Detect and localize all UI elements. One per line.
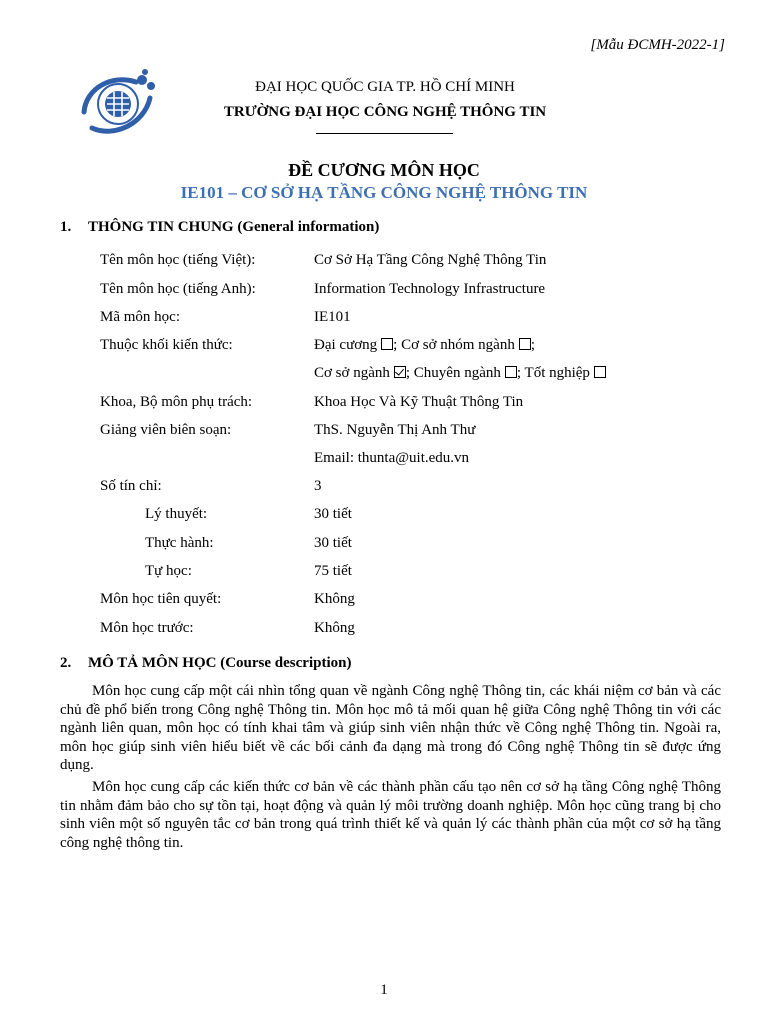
name-vi-value: Cơ Sở Hạ Tầng Công Nghệ Thông Tin [314, 252, 547, 268]
checkbox-general[interactable] [381, 338, 393, 350]
section-title: THÔNG TIN CHUNG (General information) [88, 219, 380, 235]
description-paragraph-2: Môn học cung cấp các kiến thức cơ bản về các thành phần cấu tạo nên cơ sở hạ tầng Công nghệ Thông tin nhằm đảm bảo cho sự tồn tại, hoạt động và quản lý môi trường doanh nghiệp. Môn học cũng trang bị cho sinh viên một số nguyên tắc cơ bản trong quá trình thiết kế và quản lý các thành phần của một cơ sở hạ tầng công nghệ thông tin. [60, 779, 721, 851]
option-separator: ; [516, 365, 522, 381]
checkbox-graduation[interactable] [594, 366, 606, 378]
previous-course-value: Không [314, 620, 355, 636]
checkbox-base-major-checked[interactable] [394, 366, 406, 378]
self-study-label: Tự học: [145, 563, 192, 579]
author-value: ThS. Nguyễn Thị Anh Thư [314, 422, 476, 438]
option-base-group-label: Cơ sở nhóm ngành [401, 337, 515, 353]
course-code-value: IE101 [314, 309, 351, 325]
knowledge-block-line-2 [314, 365, 606, 382]
section-1-heading [60, 219, 379, 236]
option-general-label: Đại cương [314, 337, 378, 353]
credits-label: Số tín chỉ: [100, 478, 162, 494]
faculty-value: Khoa Học Và Kỹ Thuật Thông Tin [314, 394, 524, 410]
knowledge-block-line-1 [314, 337, 535, 354]
knowledge-block-label: Thuộc khối kiến thức: [100, 337, 233, 353]
credits-value: 3 [314, 478, 322, 494]
section-2-heading [60, 655, 351, 672]
name-vi-label: Tên môn học (tiếng Việt): [100, 252, 256, 268]
option-separator: ; [530, 337, 536, 353]
form-code: [Mẫu ĐCMH-2022-1] [590, 37, 725, 53]
option-graduation-label: Tốt nghiệp [524, 365, 590, 381]
page-number: 1 [380, 982, 388, 998]
option-separator: ; [393, 337, 398, 353]
self-study-value: 75 tiết [314, 563, 352, 579]
option-specialized-label: Chuyên ngành [413, 365, 501, 381]
author-label: Giảng viên biên soạn: [100, 422, 232, 438]
theory-label: Lý thuyết: [145, 506, 208, 522]
course-code-label: Mã môn học: [100, 309, 180, 325]
uit-logo-icon [78, 68, 158, 138]
description-paragraph-1: Môn học cung cấp một cái nhìn tổng quan về ngành Công nghệ Thông tin, các khái niệm cơ bản và các chủ đề phổ biến trong Công nghệ Thông tin. Môn học mô tả mối quan hệ giữa Công nghệ Thông tin với các ngành liên quan, môn học có tính khai tâm và giúp sinh viên nhận thức về Công nghệ Thông tin. Ngoài ra, môn học giúp sinh viên hiểu biết về các bối cảnh đa dạng mà trong đó Công nghệ Thông tin sẽ được ứng dụng. [60, 683, 721, 773]
option-base-major-label: Cơ sở ngành [314, 365, 390, 381]
school-name: TRƯỜNG ĐẠI HỌC CÔNG NGHỆ THÔNG TIN [223, 104, 547, 120]
document-title: ĐỀ CƯƠNG MÔN HỌC [288, 160, 480, 180]
practice-value: 30 tiết [314, 535, 352, 551]
theory-value: 30 tiết [314, 506, 352, 522]
section-number: 1. [60, 219, 72, 235]
prerequisite-label: Môn học tiên quyết: [100, 591, 222, 607]
option-separator: ; [405, 365, 411, 381]
checkbox-specialized[interactable] [505, 366, 517, 378]
author-email[interactable]: Email: thunta@uit.edu.vn [314, 450, 470, 466]
name-en-value: Information Technology Infrastructure [314, 281, 546, 297]
name-en-label: Tên môn học (tiếng Anh): [100, 281, 256, 297]
prerequisite-value: Không [314, 591, 355, 607]
previous-course-label: Môn học trước: [100, 620, 194, 636]
faculty-label: Khoa, Bộ môn phụ trách: [100, 394, 253, 410]
course-subtitle: IE101 – CƠ SỞ HẠ TẦNG CÔNG NGHỆ THÔNG TIN [180, 183, 588, 202]
checkbox-base-group[interactable] [519, 338, 531, 350]
practice-label: Thực hành: [145, 535, 214, 551]
section-title: MÔ TẢ MÔN HỌC (Course description) [88, 655, 352, 671]
university-name: ĐẠI HỌC QUỐC GIA TP. HỒ CHÍ MINH [255, 79, 515, 95]
section-number: 2. [60, 655, 72, 671]
header-divider [316, 133, 453, 134]
